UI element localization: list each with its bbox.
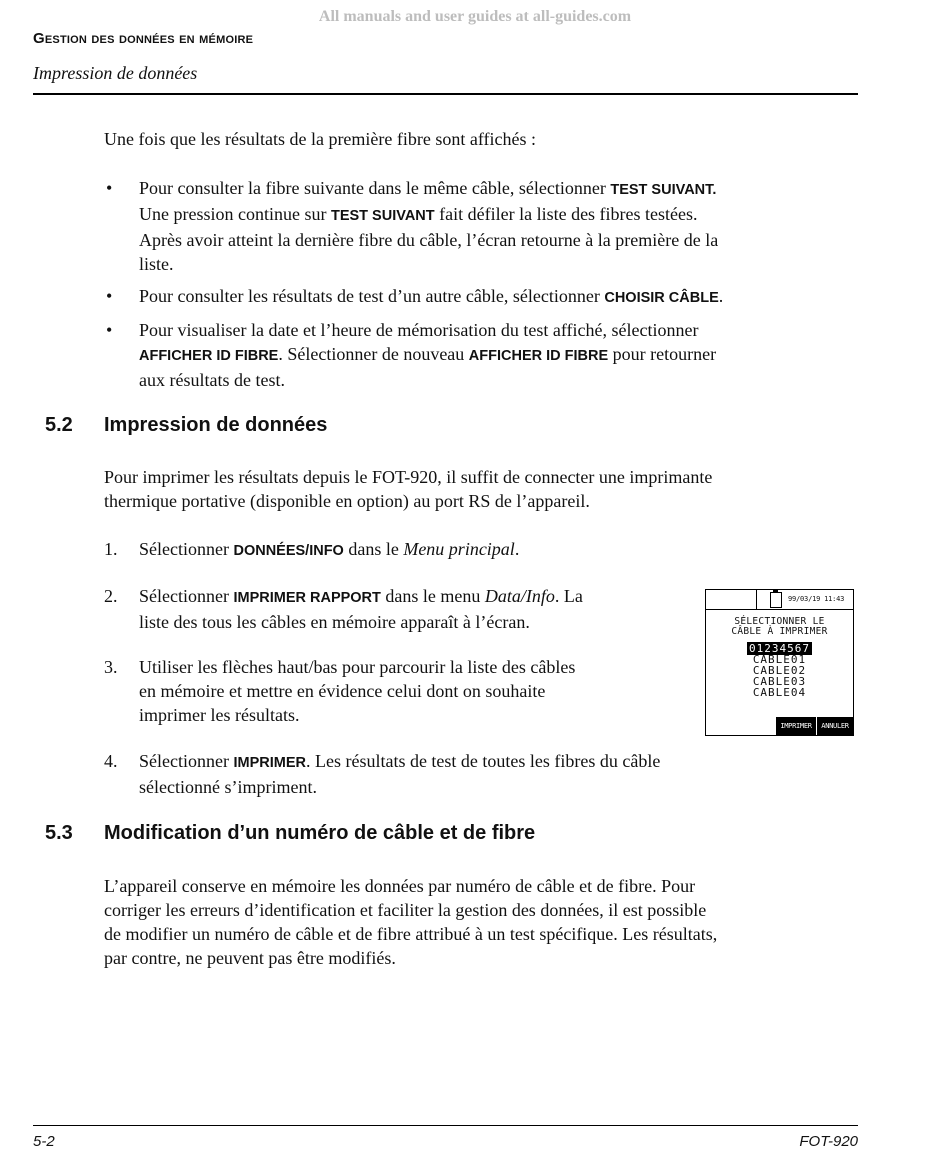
step-number: 3. [104,657,118,677]
section-number: 5.2 [45,414,73,436]
intro-paragraph: Une fois que les résultats de la première fibre sont affichés : [104,129,537,149]
screen-list-item[interactable]: CABLE03 [752,675,807,688]
bullet-marker: • [106,178,113,198]
screen-title-line1: SÉLECTIONNER LE [734,616,825,627]
screen-list-item[interactable]: CABLE01 [752,653,807,666]
section-title: Modification d’un numéro de câble et de fibre [104,822,536,844]
footer-model: FOT-920 [799,1133,858,1150]
print-button[interactable]: IMPRIMER [776,717,816,735]
step-number: 4. [104,751,118,771]
step-item: Sélectionner IMPRIMER. Les résultats de test de toutes les fibres du câble sélectionné s’impriment. [139,751,661,797]
footer-rule [33,1125,858,1126]
screen-list-item[interactable]: CABLE04 [752,686,807,699]
screen-title-line2: CÂBLE À IMPRIMER [731,626,828,637]
screen-list-item[interactable]: CABLE02 [752,664,807,677]
running-header-subtitle: Impression de données [33,63,198,83]
running-header-section: Gestion des données en mémoire [33,30,254,47]
section-paragraph: L’appareil conserve en mémoire les données par numéro de câble et de fibre. Pour corriger les erreurs d’identification et faciliter la gestion des données, il est possible de modifier un numéro de câble et de fibre attribué à un test spécifique. Les résultats, par contre, ne peuvent pas être modifiés. [104,876,718,968]
section-paragraph: Pour imprimer les résultats depuis le FOT-920, il suffit de connecter une imprimante thermique portative (disponible en option) au port RS de l’appareil. [104,467,713,511]
screen-datetime: 99/03/19 11:43 [788,595,845,603]
step-number: 2. [104,586,118,606]
bullet-item-fiber-id: Pour visualiser la date et l’heure de mémorisation du test affiché, sélectionner AFFICHER ID FIBRE. Sélectionner de nouveau AFFICHER ID FIBRE pour retourner aux résultats de test. [139,320,717,390]
battery-icon [770,592,782,608]
status-divider [756,590,757,609]
step-item: Sélectionner IMPRIMER RAPPORT dans le menu Data/Info. La liste des tous les câbles en mémoire apparaît à l’écran. [139,586,583,632]
bullet-marker: • [106,320,113,340]
screen-list-item-selected[interactable]: 01234567 [749,642,810,655]
step-number: 1. [104,539,118,559]
step-item: Utiliser les flèches haut/bas pour parcourir la liste des câbles en mémoire et mettre en évidence celui dont on souhaite imprimer les résultats. [139,657,576,725]
section-number: 5.3 [45,822,73,844]
step-item: Sélectionner DONNÉES/INFO dans le Menu principal. [139,539,520,559]
cancel-button[interactable]: ANNULER [817,717,853,735]
screen-status-bar [706,590,853,610]
header-rule [33,93,858,95]
section-title: Impression de données [104,414,328,436]
page-number: 5-2 [33,1133,55,1150]
device-screen [705,589,854,736]
watermark: All manuals and user guides at all-guides.com [318,8,632,25]
bullet-marker: • [106,286,113,306]
bullet-item-next-fiber: Pour consulter la fibre suivante dans le même câble, sélectionner TEST SUIVANT. Une pression continue sur TEST SUIVANT fait défiler la liste des fibres testées. Après avoir atteint la dernière fibre du câble, l’écran retourne à la première de la liste. [139,178,719,274]
bullet-item-other-cable: Pour consulter les résultats de test d’un autre câble, sélectionner CHOISIR CÂBLE. [139,286,724,306]
